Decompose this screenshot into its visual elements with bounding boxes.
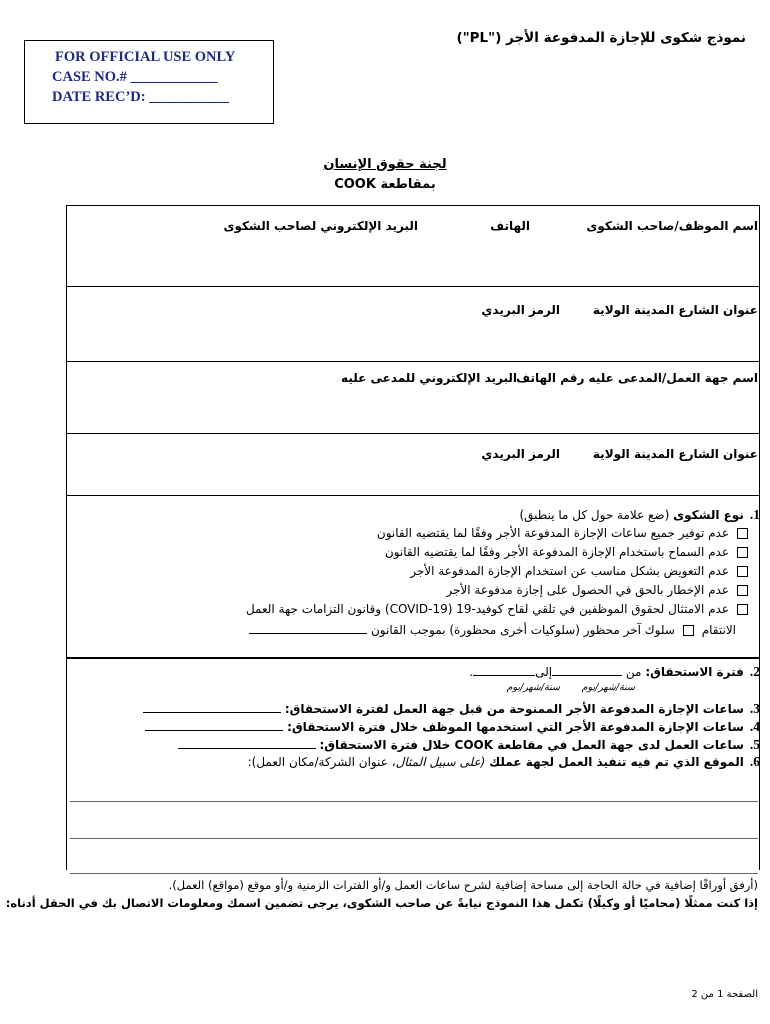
complaint-option-5[interactable] <box>246 602 748 616</box>
complainant-contact-section[interactable] <box>66 205 760 287</box>
complaint-type-question <box>80 507 760 523</box>
used-hours-field[interactable] <box>145 718 283 731</box>
granted-hours-question <box>80 700 760 717</box>
other-conduct-blank[interactable] <box>249 621 367 634</box>
q5-text: ساعات العمل لدى جهة العمل في مقاطعة COOK خلال فترة الاستحقاق: <box>319 738 744 752</box>
to-date-format: سنة/شهر/يوم <box>506 682 560 693</box>
checkbox[interactable] <box>737 528 748 539</box>
used-hours-question <box>80 718 760 735</box>
q6-number: 6. <box>749 754 760 769</box>
q6-example: (على سبيل المثال <box>395 755 486 769</box>
official-use-label: FOR OFFICIAL USE ONLY <box>55 49 236 65</box>
date-received-label: DATE REC’D: ___________ <box>52 89 229 105</box>
checkbox[interactable] <box>737 566 748 577</box>
respondent-email-label: البريد الإلكتروني للمدعى عليه <box>341 371 517 385</box>
representative-note: إذا كنت ممثلًا (محاميًا أو وكيلًا) تكمل هذا النموذج نيابةً عن صاحب الشكوى، يرجى تضمين اسمك ومعلومات الاتصال بك في الحقل أدناه: <box>5 896 758 910</box>
page-number: الصفحة 1 من 2 <box>691 989 758 1000</box>
commission-name: لجنة حقوق الإنسان <box>323 157 447 172</box>
checkbox[interactable] <box>737 547 748 558</box>
q2-number: 2. <box>749 664 760 679</box>
respondent-address-label: عنوان الشارع المدينة الولاية <box>592 447 758 461</box>
respondent-zip-label: الرمز البريدي <box>481 447 560 461</box>
complaint-option-1[interactable] <box>377 526 748 540</box>
to-label: إلى <box>535 665 553 679</box>
work-location-line-2[interactable] <box>70 838 758 839</box>
complainant-phone-label: الهاتف <box>490 219 530 233</box>
respondent-name-label: اسم جهة العمل/المدعى عليه رقم الهاتف <box>516 371 758 385</box>
checkbox[interactable] <box>683 625 694 636</box>
complainant-address-section[interactable] <box>66 287 760 362</box>
q4-text: ساعات الإجازة المدفوعة الأجر التي استخدمها الموظف خلال فترة الاستحقاق: <box>287 720 744 734</box>
official-use-box <box>24 40 274 124</box>
attach-note: (أرفق أوراقًا إضافية في حالة الحاجة إلى مساحة إضافية لشرح ساعات العمل و/أو الفترات الزمنية و/أو موقع (مواقع) العمل). <box>168 878 758 892</box>
q1-number: 1. <box>749 507 760 522</box>
case-number-label: CASE NO.# ____________ <box>52 69 218 85</box>
option-label: عدم الإخطار بالحق في الحصول على إجازة مدفوعة الأجر <box>446 583 729 597</box>
option-label: عدم السماح باستخدام الإجازة المدفوعة الأجر وفقًا لما يقتضيه القانون <box>384 545 729 559</box>
q2-title: فترة الاستحقاق: <box>645 665 744 679</box>
q3-text: ساعات الإجازة المدفوعة الأجر الممنوحة من قبل جهة العمل لفترة الاستحقاق: <box>284 702 744 716</box>
complaint-option-6[interactable] <box>249 621 736 637</box>
q6-rest: ، عنوان الشركة/مكان العمل): <box>247 755 396 769</box>
accrual-period-question: 2.فترة الاستحقاق: من إلى. <box>469 664 760 679</box>
option-label: عدم توفير جميع ساعات الإجازة المدفوعة الأجر وفقًا لما يقتضيه القانون <box>376 526 729 540</box>
q3-number: 3. <box>749 701 760 716</box>
to-date-field[interactable] <box>473 663 535 676</box>
complaint-option-3[interactable] <box>410 564 748 578</box>
other-conduct-label: سلوك آخر محظور (سلوكيات أخرى محظورة) بموجب القانون <box>370 623 675 637</box>
checkbox[interactable] <box>737 585 748 596</box>
work-location-line-3[interactable] <box>70 873 758 874</box>
respondent-address-section[interactable] <box>66 434 760 496</box>
from-date-field[interactable] <box>552 663 622 676</box>
from-label: من <box>625 665 642 679</box>
complaint-option-2[interactable] <box>385 545 748 559</box>
complainant-zip-label: الرمز البريدي <box>481 303 560 317</box>
work-location-line-1[interactable] <box>70 801 758 802</box>
q4-number: 4. <box>749 719 760 734</box>
complainant-email-label: البريد الإلكتروني لصاحب الشكوى <box>223 219 418 233</box>
worked-hours-field[interactable] <box>178 736 316 749</box>
granted-hours-field[interactable] <box>143 700 281 713</box>
worked-hours-question <box>80 736 760 753</box>
work-location-question <box>80 754 760 770</box>
county-name: بمقاطعة COOK <box>334 177 436 192</box>
complainant-name-label: اسم الموظف/صاحب الشكوى <box>586 219 758 233</box>
option-label: عدم الامتثال لحقوق الموظفين في تلقي لقاح كوفيد-19 (COVID-19) وقانون التزامات جهة العمل <box>245 602 729 616</box>
from-date-format: سنة/شهر/يوم <box>581 682 635 693</box>
retaliation-label: الانتقام <box>701 623 736 637</box>
q1-title: نوع الشكوى <box>673 508 744 522</box>
option-label: عدم التعويض بشكل مناسب عن استخدام الإجازة المدفوعة الأجر <box>410 564 729 578</box>
checkbox[interactable] <box>737 604 748 615</box>
q1-hint: (ضع علامة حول كل ما ينطبق) <box>519 508 670 522</box>
q5-number: 5. <box>749 737 760 752</box>
q6-title: الموقع الذي تم فيه تنفيذ العمل لجهة عملك <box>489 755 744 769</box>
complaint-option-4[interactable] <box>446 583 748 597</box>
form-title: نموذج شكوى للإجازة المدفوعة الأجر ("PL") <box>456 30 746 46</box>
complainant-address-label: عنوان الشارع المدينة الولاية <box>592 303 758 317</box>
